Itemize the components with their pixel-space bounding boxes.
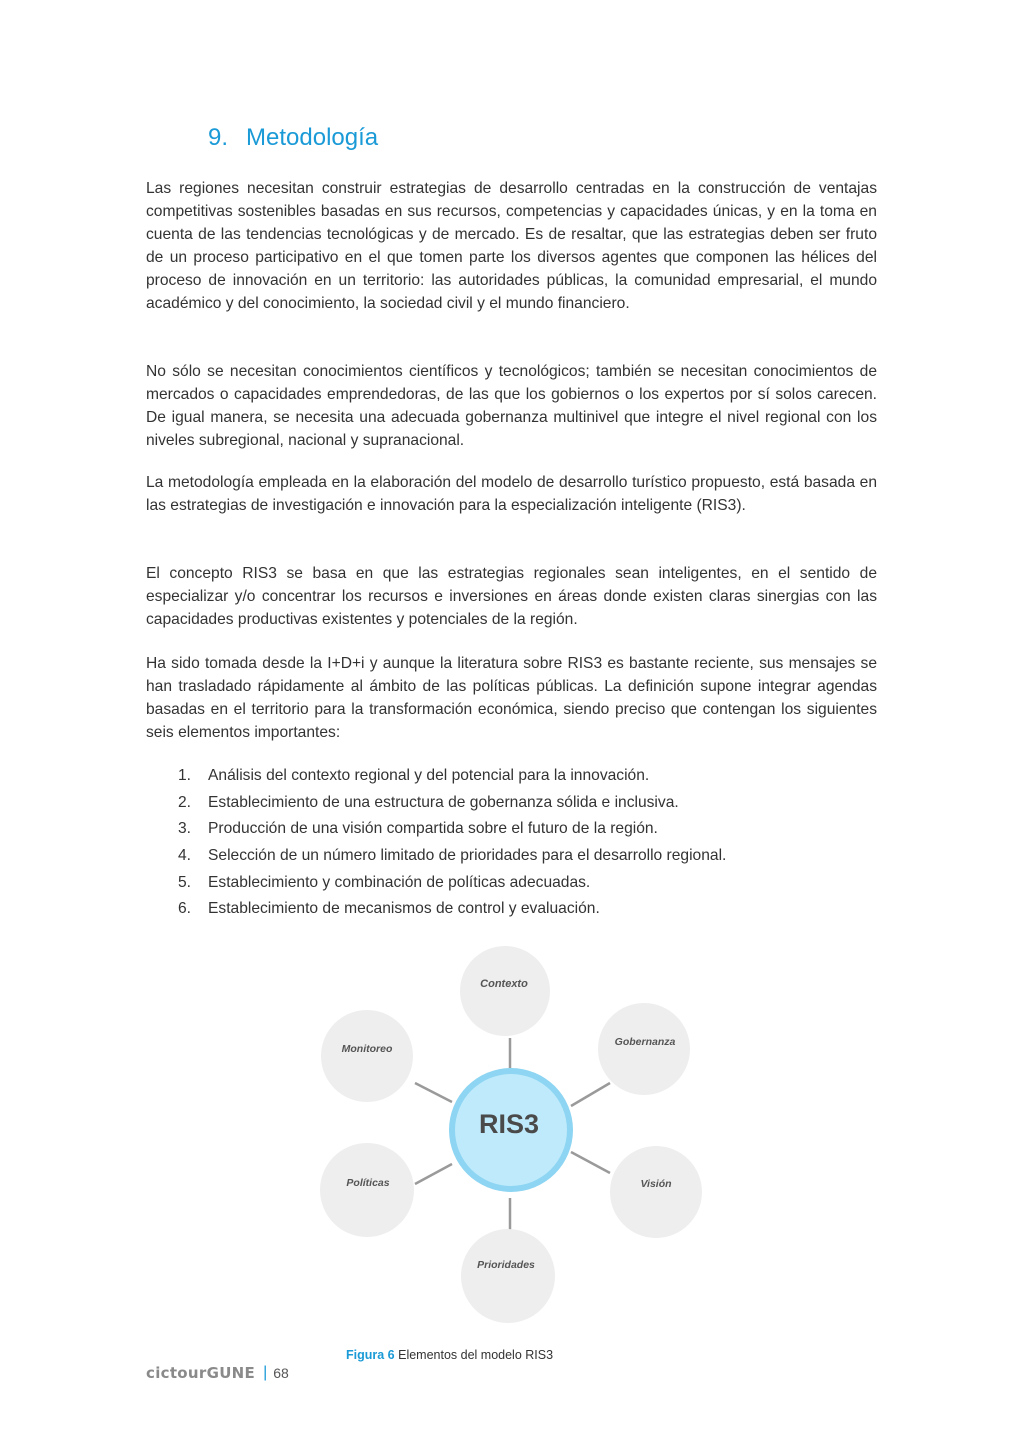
cictourgune-logo: cictourGUNE: [146, 1364, 256, 1382]
node-vision: [610, 1146, 702, 1238]
page-footer: [146, 1364, 289, 1382]
node-prioridades: [461, 1229, 555, 1323]
center-label: RIS3: [478, 1109, 540, 1139]
list-item-text: Establecimiento y combinación de políticas adecuadas.: [208, 873, 591, 891]
list-item-number: 6.: [178, 900, 192, 918]
ris3-diagram: [300, 940, 720, 1340]
node-contexto: [460, 946, 550, 1036]
page-number: 68: [273, 1365, 289, 1381]
node-politicas: [320, 1143, 414, 1237]
list-item-number: 2.: [178, 793, 192, 811]
paragraph: Las regiones necesitan construir estrategias de desarrollo centradas en la construcción de ventajas competitivas sostenibles basadas en sus recursos, competencias y capacidades únicas, y en la toma en cuenta de las tendencias tecnológicas y de mercado. Es de resaltar, que las estrategias deben ser fruto de un proceso participativo en el que tomen parte los diversos agentes que componen las hélices del proceso de innovación en un territorio: las autoridades públicas, la comunidad empresarial, el mundo académico y del conocimiento, la sociedad civil y el mundo financiero.: [146, 180, 877, 312]
connector-monitoreo: [415, 1083, 452, 1102]
paragraph: Ha sido tomada desde la I+D+i y aunque la literatura sobre RIS3 es bastante reciente, sus mensajes se han trasladado rápidamente al ámbito de las políticas públicas. La definición supone integrar agendas basadas en el territorio para la transformación económica, siendo preciso que contengan los siguientes seis elementos importantes:: [146, 655, 877, 741]
node-prioridades-label: Prioridades: [477, 1259, 535, 1271]
connector-politicas: [415, 1164, 452, 1184]
paragraph: El concepto RIS3 se basa en que las estrategias regionales sean inteligentes, en el sentido de especializar y/o concentrar los recursos e inversiones en áreas donde existen claras sinergias con las capacidades productivas existentes y potenciales de la región.: [146, 565, 877, 628]
node-contexto-label: Contexto: [480, 978, 528, 990]
list-item: [178, 844, 878, 871]
node-politicas-label: Políticas: [346, 1177, 390, 1189]
node-gobernanza: [598, 1003, 690, 1095]
list-item-number: 5.: [178, 873, 192, 891]
section-title: Metodología: [246, 124, 379, 151]
list-item-number: 3.: [178, 820, 192, 838]
figure-caption-text: Elementos del modelo RIS3: [398, 1348, 554, 1362]
list-item: [178, 871, 878, 898]
node-gobernanza-label: Gobernanza: [614, 1036, 676, 1048]
list-item: [178, 764, 878, 791]
node-monitoreo-label: Monitoreo: [341, 1043, 393, 1055]
figure-caption: [346, 1348, 553, 1362]
list-item-text: Producción de una visión compartida sobre el futuro de la región.: [208, 820, 658, 838]
footer-separator: |: [263, 1364, 268, 1381]
list-item: [178, 897, 878, 924]
section-number: 9.: [208, 124, 229, 151]
node-ris3-center: [449, 1068, 573, 1192]
list-item: [178, 817, 878, 844]
list-item-text: Establecimiento de una estructura de gobernanza sólida e inclusiva.: [208, 793, 679, 811]
node-vision-label: Visión: [640, 1178, 672, 1190]
figure-label: Figura 6: [346, 1348, 395, 1362]
elements-list: [178, 764, 878, 924]
paragraph: No sólo se necesitan conocimientos científicos y tecnológicos; también se necesitan conocimientos de mercados o capacidades emprendedoras, de las que los gobiernos o los expertos por sí solos carecen. De igual manera, se necesita una adecuada gobernanza multinivel que integre el nivel regional con los niveles subregional, nacional y supranacional.: [146, 363, 877, 449]
connector-gobernanza: [571, 1083, 610, 1106]
list-item: [178, 791, 878, 818]
list-item-number: 1.: [178, 767, 192, 784]
list-item-number: 4.: [178, 847, 192, 865]
paragraph: La metodología empleada en la elaboración del modelo de desarrollo turístico propuesto, está basada en las estrategias de investigación e innovación para la especialización inteligente (RIS3).: [146, 474, 877, 514]
connector-vision: [571, 1152, 610, 1173]
list-item-text: Establecimiento de mecanismos de control y evaluación.: [208, 900, 600, 918]
node-monitoreo: [321, 1010, 413, 1102]
list-item-text: Selección de un número limitado de prioridades para el desarrollo regional.: [208, 847, 727, 865]
list-item-text: Análisis del contexto regional y del potencial para la innovación.: [208, 767, 650, 784]
section-heading: [208, 124, 378, 152]
